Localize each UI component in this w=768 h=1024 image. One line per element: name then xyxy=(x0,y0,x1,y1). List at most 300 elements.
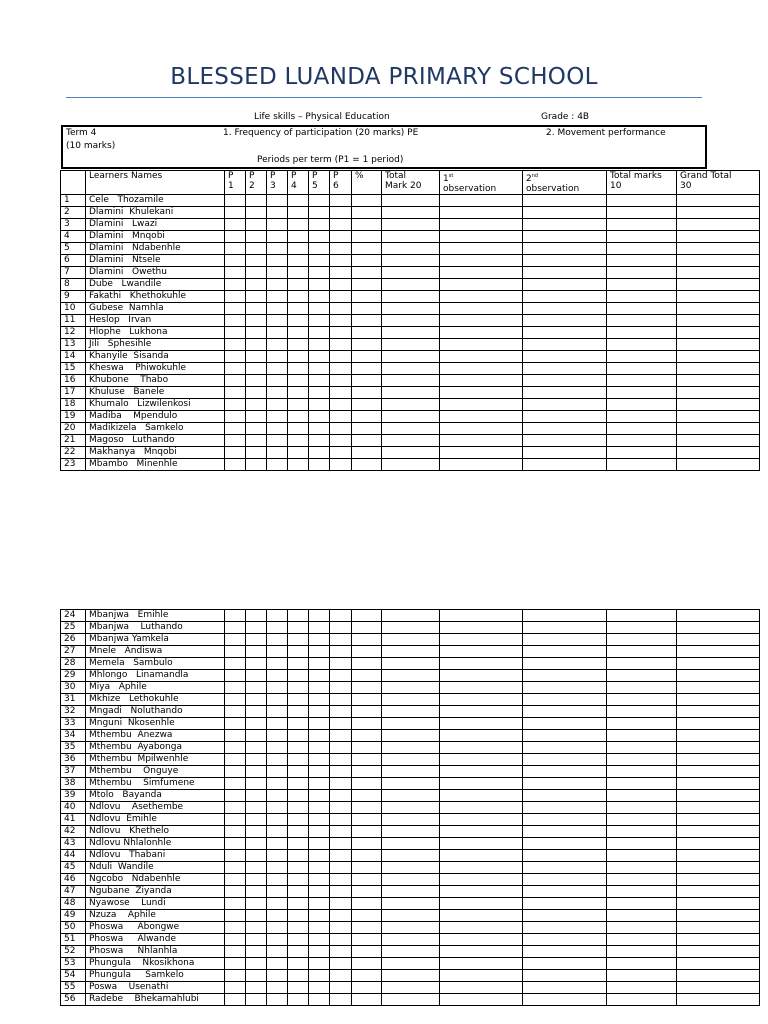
mark-cell[interactable] xyxy=(352,315,382,327)
mark-cell[interactable] xyxy=(523,423,607,435)
mark-cell[interactable] xyxy=(330,219,352,231)
mark-cell[interactable] xyxy=(330,970,352,982)
mark-cell[interactable] xyxy=(246,327,267,339)
mark-cell[interactable] xyxy=(352,207,382,219)
mark-cell[interactable] xyxy=(677,682,760,694)
mark-cell[interactable] xyxy=(677,958,760,970)
mark-cell[interactable] xyxy=(382,207,440,219)
mark-cell[interactable] xyxy=(246,303,267,315)
mark-cell[interactable] xyxy=(267,315,288,327)
mark-cell[interactable] xyxy=(288,363,309,375)
mark-cell[interactable] xyxy=(309,291,330,303)
mark-cell[interactable] xyxy=(352,387,382,399)
mark-cell[interactable] xyxy=(267,778,288,790)
mark-cell[interactable] xyxy=(677,363,760,375)
mark-cell[interactable] xyxy=(309,994,330,1006)
mark-cell[interactable] xyxy=(288,874,309,886)
mark-cell[interactable] xyxy=(677,886,760,898)
mark-cell[interactable] xyxy=(267,279,288,291)
mark-cell[interactable] xyxy=(523,898,607,910)
mark-cell[interactable] xyxy=(288,802,309,814)
mark-cell[interactable] xyxy=(225,682,246,694)
mark-cell[interactable] xyxy=(330,291,352,303)
mark-cell[interactable] xyxy=(288,742,309,754)
mark-cell[interactable] xyxy=(246,922,267,934)
mark-cell[interactable] xyxy=(267,838,288,850)
mark-cell[interactable] xyxy=(246,658,267,670)
mark-cell[interactable] xyxy=(246,910,267,922)
mark-cell[interactable] xyxy=(352,291,382,303)
mark-cell[interactable] xyxy=(225,874,246,886)
mark-cell[interactable] xyxy=(440,766,523,778)
mark-cell[interactable] xyxy=(330,742,352,754)
mark-cell[interactable] xyxy=(267,766,288,778)
mark-cell[interactable] xyxy=(288,982,309,994)
mark-cell[interactable] xyxy=(309,778,330,790)
mark-cell[interactable] xyxy=(330,231,352,243)
mark-cell[interactable] xyxy=(330,670,352,682)
mark-cell[interactable] xyxy=(382,730,440,742)
mark-cell[interactable] xyxy=(523,718,607,730)
mark-cell[interactable] xyxy=(607,195,677,207)
mark-cell[interactable] xyxy=(523,802,607,814)
mark-cell[interactable] xyxy=(330,862,352,874)
mark-cell[interactable] xyxy=(607,838,677,850)
mark-cell[interactable] xyxy=(330,339,352,351)
mark-cell[interactable] xyxy=(382,411,440,423)
mark-cell[interactable] xyxy=(288,706,309,718)
mark-cell[interactable] xyxy=(523,934,607,946)
mark-cell[interactable] xyxy=(267,195,288,207)
mark-cell[interactable] xyxy=(382,982,440,994)
mark-cell[interactable] xyxy=(607,622,677,634)
mark-cell[interactable] xyxy=(523,303,607,315)
mark-cell[interactable] xyxy=(267,886,288,898)
mark-cell[interactable] xyxy=(288,646,309,658)
mark-cell[interactable] xyxy=(523,958,607,970)
mark-cell[interactable] xyxy=(309,754,330,766)
mark-cell[interactable] xyxy=(225,958,246,970)
mark-cell[interactable] xyxy=(352,910,382,922)
mark-cell[interactable] xyxy=(352,634,382,646)
mark-cell[interactable] xyxy=(440,922,523,934)
mark-cell[interactable] xyxy=(677,982,760,994)
mark-cell[interactable] xyxy=(607,363,677,375)
mark-cell[interactable] xyxy=(330,946,352,958)
mark-cell[interactable] xyxy=(288,910,309,922)
mark-cell[interactable] xyxy=(309,339,330,351)
mark-cell[interactable] xyxy=(382,195,440,207)
mark-cell[interactable] xyxy=(246,459,267,471)
mark-cell[interactable] xyxy=(440,730,523,742)
mark-cell[interactable] xyxy=(607,874,677,886)
mark-cell[interactable] xyxy=(309,946,330,958)
mark-cell[interactable] xyxy=(225,802,246,814)
mark-cell[interactable] xyxy=(607,231,677,243)
mark-cell[interactable] xyxy=(440,910,523,922)
mark-cell[interactable] xyxy=(382,447,440,459)
mark-cell[interactable] xyxy=(677,730,760,742)
mark-cell[interactable] xyxy=(246,195,267,207)
mark-cell[interactable] xyxy=(267,423,288,435)
mark-cell[interactable] xyxy=(677,351,760,363)
mark-cell[interactable] xyxy=(309,195,330,207)
mark-cell[interactable] xyxy=(267,303,288,315)
mark-cell[interactable] xyxy=(440,267,523,279)
mark-cell[interactable] xyxy=(330,898,352,910)
mark-cell[interactable] xyxy=(246,850,267,862)
mark-cell[interactable] xyxy=(267,826,288,838)
mark-cell[interactable] xyxy=(352,826,382,838)
mark-cell[interactable] xyxy=(382,874,440,886)
mark-cell[interactable] xyxy=(382,850,440,862)
mark-cell[interactable] xyxy=(523,622,607,634)
mark-cell[interactable] xyxy=(225,243,246,255)
mark-cell[interactable] xyxy=(677,658,760,670)
mark-cell[interactable] xyxy=(309,742,330,754)
mark-cell[interactable] xyxy=(330,363,352,375)
mark-cell[interactable] xyxy=(225,826,246,838)
mark-cell[interactable] xyxy=(440,946,523,958)
mark-cell[interactable] xyxy=(523,658,607,670)
mark-cell[interactable] xyxy=(677,838,760,850)
mark-cell[interactable] xyxy=(352,622,382,634)
mark-cell[interactable] xyxy=(309,255,330,267)
mark-cell[interactable] xyxy=(677,910,760,922)
mark-cell[interactable] xyxy=(440,682,523,694)
mark-cell[interactable] xyxy=(288,435,309,447)
mark-cell[interactable] xyxy=(225,231,246,243)
mark-cell[interactable] xyxy=(246,946,267,958)
mark-cell[interactable] xyxy=(330,718,352,730)
mark-cell[interactable] xyxy=(382,946,440,958)
mark-cell[interactable] xyxy=(607,730,677,742)
mark-cell[interactable] xyxy=(607,303,677,315)
mark-cell[interactable] xyxy=(382,814,440,826)
mark-cell[interactable] xyxy=(267,243,288,255)
mark-cell[interactable] xyxy=(382,862,440,874)
mark-cell[interactable] xyxy=(267,267,288,279)
mark-cell[interactable] xyxy=(607,291,677,303)
mark-cell[interactable] xyxy=(352,730,382,742)
mark-cell[interactable] xyxy=(607,718,677,730)
mark-cell[interactable] xyxy=(677,399,760,411)
mark-cell[interactable] xyxy=(440,634,523,646)
mark-cell[interactable] xyxy=(523,694,607,706)
mark-cell[interactable] xyxy=(225,742,246,754)
mark-cell[interactable] xyxy=(352,435,382,447)
mark-cell[interactable] xyxy=(382,790,440,802)
mark-cell[interactable] xyxy=(330,327,352,339)
mark-cell[interactable] xyxy=(523,922,607,934)
mark-cell[interactable] xyxy=(440,459,523,471)
mark-cell[interactable] xyxy=(607,610,677,622)
mark-cell[interactable] xyxy=(267,622,288,634)
mark-cell[interactable] xyxy=(677,754,760,766)
mark-cell[interactable] xyxy=(267,459,288,471)
mark-cell[interactable] xyxy=(309,958,330,970)
mark-cell[interactable] xyxy=(309,802,330,814)
mark-cell[interactable] xyxy=(440,219,523,231)
mark-cell[interactable] xyxy=(607,802,677,814)
mark-cell[interactable] xyxy=(440,195,523,207)
mark-cell[interactable] xyxy=(440,826,523,838)
mark-cell[interactable] xyxy=(288,219,309,231)
mark-cell[interactable] xyxy=(607,279,677,291)
mark-cell[interactable] xyxy=(523,970,607,982)
mark-cell[interactable] xyxy=(607,339,677,351)
mark-cell[interactable] xyxy=(267,411,288,423)
mark-cell[interactable] xyxy=(382,886,440,898)
mark-cell[interactable] xyxy=(309,423,330,435)
mark-cell[interactable] xyxy=(607,447,677,459)
mark-cell[interactable] xyxy=(309,399,330,411)
mark-cell[interactable] xyxy=(352,363,382,375)
mark-cell[interactable] xyxy=(440,291,523,303)
mark-cell[interactable] xyxy=(677,411,760,423)
mark-cell[interactable] xyxy=(382,682,440,694)
mark-cell[interactable] xyxy=(677,435,760,447)
mark-cell[interactable] xyxy=(677,814,760,826)
mark-cell[interactable] xyxy=(677,766,760,778)
mark-cell[interactable] xyxy=(382,802,440,814)
mark-cell[interactable] xyxy=(267,958,288,970)
mark-cell[interactable] xyxy=(440,706,523,718)
mark-cell[interactable] xyxy=(382,934,440,946)
mark-cell[interactable] xyxy=(440,243,523,255)
mark-cell[interactable] xyxy=(382,219,440,231)
mark-cell[interactable] xyxy=(607,850,677,862)
mark-cell[interactable] xyxy=(352,255,382,267)
mark-cell[interactable] xyxy=(352,219,382,231)
mark-cell[interactable] xyxy=(523,730,607,742)
mark-cell[interactable] xyxy=(523,838,607,850)
mark-cell[interactable] xyxy=(330,706,352,718)
mark-cell[interactable] xyxy=(382,970,440,982)
mark-cell[interactable] xyxy=(677,423,760,435)
mark-cell[interactable] xyxy=(267,922,288,934)
mark-cell[interactable] xyxy=(288,994,309,1006)
mark-cell[interactable] xyxy=(267,706,288,718)
mark-cell[interactable] xyxy=(246,814,267,826)
mark-cell[interactable] xyxy=(440,754,523,766)
mark-cell[interactable] xyxy=(677,207,760,219)
mark-cell[interactable] xyxy=(352,946,382,958)
mark-cell[interactable] xyxy=(309,982,330,994)
mark-cell[interactable] xyxy=(309,219,330,231)
mark-cell[interactable] xyxy=(309,730,330,742)
mark-cell[interactable] xyxy=(246,994,267,1006)
mark-cell[interactable] xyxy=(288,291,309,303)
mark-cell[interactable] xyxy=(225,970,246,982)
mark-cell[interactable] xyxy=(309,814,330,826)
mark-cell[interactable] xyxy=(288,766,309,778)
mark-cell[interactable] xyxy=(330,850,352,862)
mark-cell[interactable] xyxy=(677,447,760,459)
mark-cell[interactable] xyxy=(523,682,607,694)
mark-cell[interactable] xyxy=(267,435,288,447)
mark-cell[interactable] xyxy=(440,339,523,351)
mark-cell[interactable] xyxy=(677,778,760,790)
mark-cell[interactable] xyxy=(225,922,246,934)
mark-cell[interactable] xyxy=(246,411,267,423)
mark-cell[interactable] xyxy=(225,850,246,862)
mark-cell[interactable] xyxy=(352,814,382,826)
mark-cell[interactable] xyxy=(607,634,677,646)
mark-cell[interactable] xyxy=(330,910,352,922)
mark-cell[interactable] xyxy=(288,694,309,706)
mark-cell[interactable] xyxy=(246,622,267,634)
mark-cell[interactable] xyxy=(523,207,607,219)
mark-cell[interactable] xyxy=(309,850,330,862)
mark-cell[interactable] xyxy=(309,934,330,946)
mark-cell[interactable] xyxy=(309,243,330,255)
mark-cell[interactable] xyxy=(246,243,267,255)
mark-cell[interactable] xyxy=(523,267,607,279)
mark-cell[interactable] xyxy=(330,243,352,255)
mark-cell[interactable] xyxy=(225,219,246,231)
mark-cell[interactable] xyxy=(677,387,760,399)
mark-cell[interactable] xyxy=(607,267,677,279)
mark-cell[interactable] xyxy=(382,303,440,315)
mark-cell[interactable] xyxy=(330,766,352,778)
mark-cell[interactable] xyxy=(677,946,760,958)
mark-cell[interactable] xyxy=(267,730,288,742)
mark-cell[interactable] xyxy=(288,814,309,826)
mark-cell[interactable] xyxy=(607,898,677,910)
mark-cell[interactable] xyxy=(246,778,267,790)
mark-cell[interactable] xyxy=(677,634,760,646)
mark-cell[interactable] xyxy=(267,682,288,694)
mark-cell[interactable] xyxy=(523,634,607,646)
mark-cell[interactable] xyxy=(352,195,382,207)
mark-cell[interactable] xyxy=(288,279,309,291)
mark-cell[interactable] xyxy=(225,982,246,994)
mark-cell[interactable] xyxy=(309,375,330,387)
mark-cell[interactable] xyxy=(225,327,246,339)
mark-cell[interactable] xyxy=(382,622,440,634)
mark-cell[interactable] xyxy=(267,850,288,862)
mark-cell[interactable] xyxy=(288,610,309,622)
mark-cell[interactable] xyxy=(382,898,440,910)
mark-cell[interactable] xyxy=(440,874,523,886)
mark-cell[interactable] xyxy=(225,718,246,730)
mark-cell[interactable] xyxy=(352,411,382,423)
mark-cell[interactable] xyxy=(352,970,382,982)
mark-cell[interactable] xyxy=(225,339,246,351)
mark-cell[interactable] xyxy=(677,243,760,255)
mark-cell[interactable] xyxy=(607,255,677,267)
mark-cell[interactable] xyxy=(288,622,309,634)
mark-cell[interactable] xyxy=(288,447,309,459)
mark-cell[interactable] xyxy=(330,279,352,291)
mark-cell[interactable] xyxy=(677,898,760,910)
mark-cell[interactable] xyxy=(677,267,760,279)
mark-cell[interactable] xyxy=(677,802,760,814)
mark-cell[interactable] xyxy=(607,327,677,339)
mark-cell[interactable] xyxy=(677,219,760,231)
mark-cell[interactable] xyxy=(352,958,382,970)
mark-cell[interactable] xyxy=(288,850,309,862)
mark-cell[interactable] xyxy=(440,255,523,267)
mark-cell[interactable] xyxy=(246,291,267,303)
mark-cell[interactable] xyxy=(523,411,607,423)
mark-cell[interactable] xyxy=(246,375,267,387)
mark-cell[interactable] xyxy=(607,766,677,778)
mark-cell[interactable] xyxy=(382,267,440,279)
mark-cell[interactable] xyxy=(352,351,382,363)
mark-cell[interactable] xyxy=(267,375,288,387)
mark-cell[interactable] xyxy=(309,646,330,658)
mark-cell[interactable] xyxy=(677,195,760,207)
mark-cell[interactable] xyxy=(440,279,523,291)
mark-cell[interactable] xyxy=(246,682,267,694)
mark-cell[interactable] xyxy=(246,826,267,838)
mark-cell[interactable] xyxy=(523,231,607,243)
mark-cell[interactable] xyxy=(440,375,523,387)
mark-cell[interactable] xyxy=(382,255,440,267)
mark-cell[interactable] xyxy=(523,195,607,207)
mark-cell[interactable] xyxy=(382,399,440,411)
mark-cell[interactable] xyxy=(607,411,677,423)
mark-cell[interactable] xyxy=(225,411,246,423)
mark-cell[interactable] xyxy=(225,207,246,219)
mark-cell[interactable] xyxy=(309,862,330,874)
mark-cell[interactable] xyxy=(440,610,523,622)
mark-cell[interactable] xyxy=(330,267,352,279)
mark-cell[interactable] xyxy=(267,327,288,339)
mark-cell[interactable] xyxy=(225,303,246,315)
mark-cell[interactable] xyxy=(352,243,382,255)
mark-cell[interactable] xyxy=(225,459,246,471)
mark-cell[interactable] xyxy=(677,694,760,706)
mark-cell[interactable] xyxy=(225,934,246,946)
mark-cell[interactable] xyxy=(309,279,330,291)
mark-cell[interactable] xyxy=(225,315,246,327)
mark-cell[interactable] xyxy=(330,886,352,898)
mark-cell[interactable] xyxy=(288,970,309,982)
mark-cell[interactable] xyxy=(382,646,440,658)
mark-cell[interactable] xyxy=(267,718,288,730)
mark-cell[interactable] xyxy=(677,970,760,982)
mark-cell[interactable] xyxy=(523,243,607,255)
mark-cell[interactable] xyxy=(288,778,309,790)
mark-cell[interactable] xyxy=(267,898,288,910)
mark-cell[interactable] xyxy=(225,994,246,1006)
mark-cell[interactable] xyxy=(607,207,677,219)
mark-cell[interactable] xyxy=(288,195,309,207)
mark-cell[interactable] xyxy=(288,658,309,670)
mark-cell[interactable] xyxy=(382,351,440,363)
mark-cell[interactable] xyxy=(267,910,288,922)
mark-cell[interactable] xyxy=(330,826,352,838)
mark-cell[interactable] xyxy=(440,862,523,874)
mark-cell[interactable] xyxy=(330,730,352,742)
mark-cell[interactable] xyxy=(246,231,267,243)
mark-cell[interactable] xyxy=(523,994,607,1006)
mark-cell[interactable] xyxy=(309,447,330,459)
mark-cell[interactable] xyxy=(225,291,246,303)
mark-cell[interactable] xyxy=(382,838,440,850)
mark-cell[interactable] xyxy=(382,778,440,790)
mark-cell[interactable] xyxy=(607,790,677,802)
mark-cell[interactable] xyxy=(309,706,330,718)
mark-cell[interactable] xyxy=(246,219,267,231)
mark-cell[interactable] xyxy=(246,958,267,970)
mark-cell[interactable] xyxy=(225,387,246,399)
mark-cell[interactable] xyxy=(225,886,246,898)
mark-cell[interactable] xyxy=(246,255,267,267)
